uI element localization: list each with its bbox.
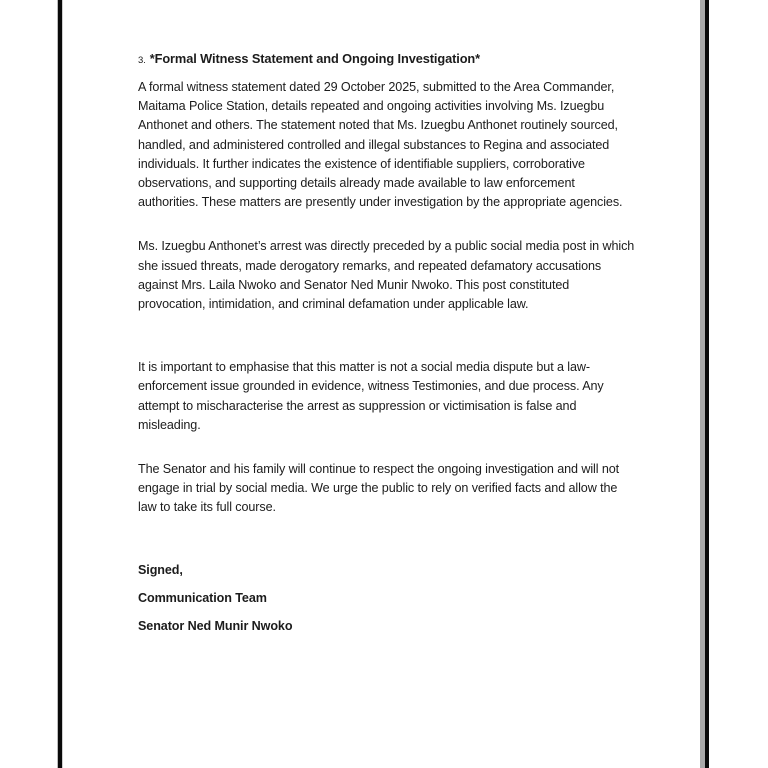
paragraph-arrest-context: Ms. Izuegbu Anthonet’s arrest was directly preceded by a public social media post in which she issued threats, made derogatory remarks, and repeated defamatory accusations against Mrs. Laila Nwoko and Senator Ned Munir Nwoko. This post constituted provocation, intimidation, and criminal defamation under applicable law. [138,239,635,312]
section-number: 3. [138,55,146,66]
signature-name: Senator Ned Munir Nwoko [138,618,293,633]
signature-signed: Signed, [138,562,183,577]
section-title: *Formal Witness Statement and Ongoing Investigation* [149,51,481,66]
signature-team: Communication Team [138,590,267,605]
paragraph-closing-statement: The Senator and his family will continue to respect the ongoing investigation and will not engage in trial by social media. We urge the public to rely on verified facts and allow the law to take its full course. [138,462,620,515]
page-border-right [705,0,709,768]
document-page [138,49,638,645]
paragraph-law-enforcement-issue: It is important to emphasise that this matter is not a social media dispute but a law-enforcement issue grounded in evidence, witness Testimonies, and due process. Any attempt to mischaracterise the arrest as suppression or victimisation is false and misleading. [138,360,604,432]
page-border-left [58,0,62,768]
section-heading [138,49,638,70]
paragraph-witness-statement: A formal witness statement dated 29 October 2025, submitted to the Area Commander, Maitama Police Station, details repeated and ongoing activities involving Ms. Izuegbu Anthonet and others. The statement noted that Ms. Izuegbu Anthonet routinely sourced, handled, and administered controlled and illegal substances to Regina and associated individuals. It further indicates the existence of identifiable suppliers, corroborative observations, and supporting details already made available to law enforcement authorities. These matters are presently under investigation by the appropriate agencies. [138,80,623,210]
